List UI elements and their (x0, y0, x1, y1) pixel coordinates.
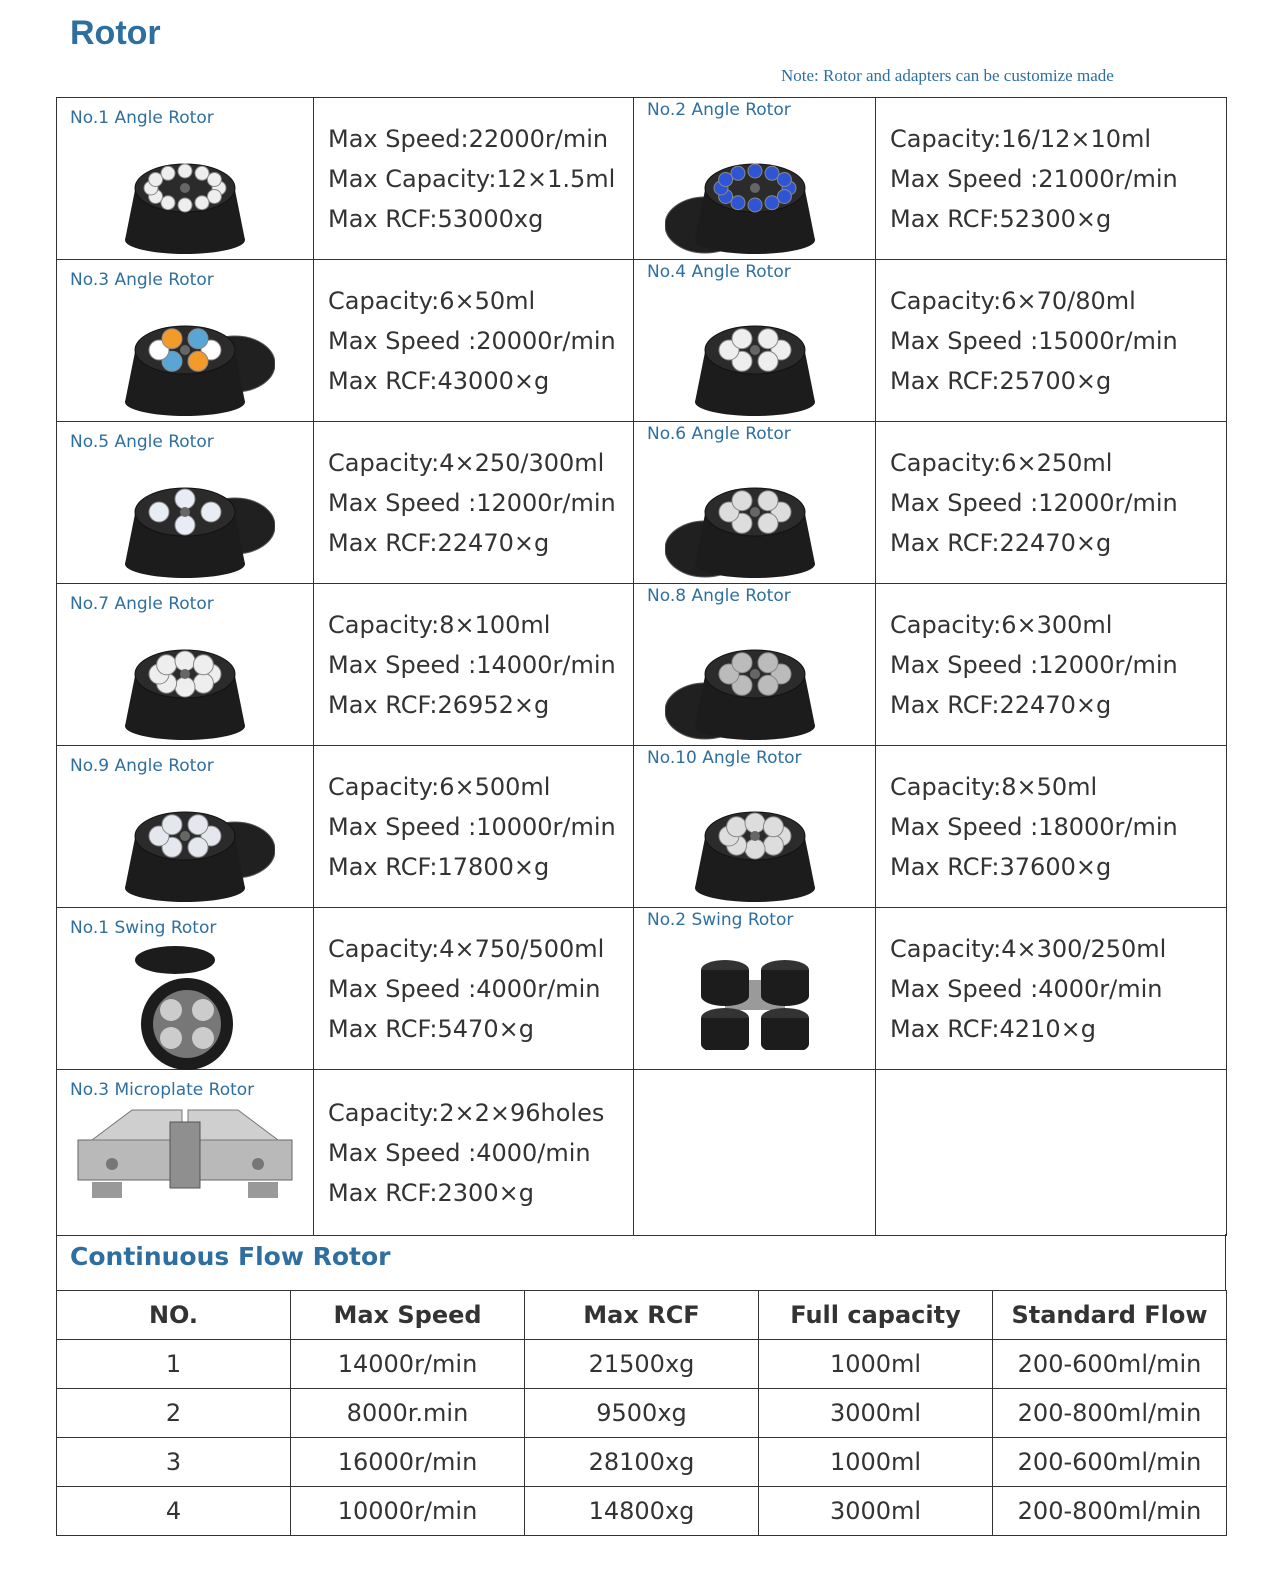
table-cell: 9500xg (525, 1389, 759, 1438)
column-header: Max RCF (525, 1291, 759, 1340)
rotor-spec-line: Max Speed :4000r/min (890, 974, 1163, 1003)
rotor-image-cell (634, 422, 876, 584)
rotor-spec-cell (876, 584, 1227, 746)
empty-cell (876, 1070, 1227, 1236)
rotor-spec-line: Capacity:6×500ml (328, 772, 551, 801)
rotor-illustration (125, 940, 245, 1074)
rotor-spec-line: Capacity:4×300/250ml (890, 934, 1167, 963)
rotor-image-cell (57, 98, 314, 260)
rotor-illustration (95, 130, 275, 264)
rotor-name: No.7 Angle Rotor (70, 594, 214, 614)
rotor-spec-line: Max RCF:22470×g (890, 528, 1112, 557)
table-header-row (57, 1291, 1227, 1340)
rotor-name: No.2 Angle Rotor (647, 100, 791, 120)
table-cell: 3000ml (759, 1389, 993, 1438)
table-cell: 14000r/min (291, 1340, 525, 1389)
table-cell: 8000r.min (291, 1389, 525, 1438)
rotor-image-cell (57, 260, 314, 422)
rotor-name: No.10 Angle Rotor (647, 748, 802, 768)
rotor-image-cell (57, 1070, 314, 1236)
continuous-flow-section (56, 1234, 1226, 1290)
rotor-name: No.5 Angle Rotor (70, 432, 214, 452)
rotor-spec-line: Max Speed :4000r/min (328, 974, 601, 1003)
rotor-name: No.3 Microplate Rotor (70, 1080, 255, 1100)
table-cell: 16000r/min (291, 1438, 525, 1487)
rotor-spec-line: Max RCF:4210×g (890, 1014, 1096, 1043)
rotor-grid (56, 97, 1227, 1236)
rotor-spec-line: Max RCF:25700×g (890, 366, 1112, 395)
page-title: Rotor (70, 14, 161, 52)
rotor-illustration (95, 454, 275, 588)
table-cell: 200-600ml/min (993, 1438, 1227, 1487)
rotor-illustration (95, 778, 275, 912)
rotor-spec-cell (876, 746, 1227, 908)
table-row (57, 1340, 1227, 1389)
rotor-image-cell (634, 260, 876, 422)
rotor-spec-line: Max RCF:22470×g (328, 528, 550, 557)
rotor-illustration (695, 940, 815, 1054)
rotor-spec-line: Max RCF:53000xg (328, 204, 544, 233)
table-cell: 200-800ml/min (993, 1487, 1227, 1536)
rotor-spec-cell (876, 908, 1227, 1070)
rotor-spec-line: Capacity:6×70/80ml (890, 286, 1136, 315)
rotor-spec-line: Max RCF:26952×g (328, 690, 550, 719)
rotor-spec-line: Max Capacity:12×1.5ml (328, 164, 616, 193)
rotor-spec-line: Max RCF:43000×g (328, 366, 550, 395)
rotor-name: No.8 Angle Rotor (647, 586, 791, 606)
rotor-image-cell (57, 584, 314, 746)
empty-cell (634, 1070, 876, 1236)
rotor-spec-line: Max RCF:17800×g (328, 852, 550, 881)
rotor-image-cell (634, 98, 876, 260)
table-cell: 200-600ml/min (993, 1340, 1227, 1389)
rotor-spec-line: Capacity:4×750/500ml (328, 934, 605, 963)
rotor-spec-line: Max Speed :21000r/min (890, 164, 1178, 193)
rotor-spec-cell (314, 584, 634, 746)
rotor-spec-line: Capacity:6×300ml (890, 610, 1113, 639)
rotor-spec-line: Max Speed :12000r/min (890, 488, 1178, 517)
rotor-name: No.1 Swing Rotor (70, 918, 217, 938)
rotor-spec-line: Capacity:6×250ml (890, 448, 1113, 477)
rotor-spec-line: Capacity:8×100ml (328, 610, 551, 639)
table-cell: 1 (57, 1340, 291, 1389)
table-cell: 200-800ml/min (993, 1389, 1227, 1438)
table-cell: 4 (57, 1487, 291, 1536)
rotor-image-cell (634, 908, 876, 1070)
rotor-spec-line: Max RCF:5470×g (328, 1014, 534, 1043)
rotor-image-cell (57, 746, 314, 908)
rotor-spec-line: Capacity:16/12×10ml (890, 124, 1152, 153)
rotor-spec-cell (876, 260, 1227, 422)
rotor-spec-line: Max Speed :12000r/min (328, 488, 616, 517)
table-cell: 2 (57, 1389, 291, 1438)
rotor-row (57, 1070, 1227, 1236)
rotor-spec-line: Max Speed:22000r/min (328, 124, 609, 153)
column-header: Max Speed (291, 1291, 525, 1340)
rotor-row (57, 584, 1227, 746)
rotor-image-cell (57, 908, 314, 1070)
continuous-flow-table (56, 1290, 1227, 1536)
rotor-illustration (665, 292, 845, 426)
rotor-spec-line: Capacity:6×50ml (328, 286, 536, 315)
table-row (57, 1487, 1227, 1536)
rotor-spec-cell (314, 98, 634, 260)
table-cell: 3 (57, 1438, 291, 1487)
rotor-spec-line: Capacity:4×250/300ml (328, 448, 605, 477)
table-cell: 14800xg (525, 1487, 759, 1536)
rotor-name: No.2 Swing Rotor (647, 910, 794, 930)
rotor-spec-line: Max Speed :20000r/min (328, 326, 616, 355)
table-cell: 21500xg (525, 1340, 759, 1389)
column-header: NO. (57, 1291, 291, 1340)
rotor-name: No.3 Angle Rotor (70, 270, 214, 290)
rotor-illustration (665, 616, 845, 750)
continuous-flow-title: Continuous Flow Rotor (70, 1242, 391, 1271)
rotor-spec-line: Max RCF:37600×g (890, 852, 1112, 881)
rotor-spec-cell (876, 422, 1227, 584)
rotor-spec-cell (314, 746, 634, 908)
rotor-illustration (665, 778, 845, 912)
rotor-illustration (95, 292, 275, 426)
customize-note: Note: Rotor and adapters can be customize made (781, 66, 1114, 85)
rotor-spec-line: Max RCF:22470×g (890, 690, 1112, 719)
rotor-spec-cell (314, 1070, 634, 1236)
rotor-name: No.9 Angle Rotor (70, 756, 214, 776)
rotor-spec-line: Capacity:8×50ml (890, 772, 1098, 801)
rotor-spec-line: Max RCF:2300×g (328, 1178, 534, 1207)
rotor-spec-line: Max Speed :15000r/min (890, 326, 1178, 355)
rotor-name: No.1 Angle Rotor (70, 108, 214, 128)
rotor-spec-cell (876, 98, 1227, 260)
column-header: Standard Flow (993, 1291, 1227, 1340)
rotor-image-cell (57, 422, 314, 584)
rotor-spec-line: Max Speed :12000r/min (890, 650, 1178, 679)
rotor-name: No.6 Angle Rotor (647, 424, 791, 444)
rotor-row (57, 746, 1227, 908)
rotor-illustration (72, 1102, 298, 1206)
rotor-spec-line: Capacity:2×2×96holes (328, 1098, 605, 1127)
rotor-illustration (665, 454, 845, 588)
table-cell: 10000r/min (291, 1487, 525, 1536)
rotor-spec-line: Max Speed :18000r/min (890, 812, 1178, 841)
table-cell: 28100xg (525, 1438, 759, 1487)
table-cell: 3000ml (759, 1487, 993, 1536)
rotor-spec-cell (314, 908, 634, 1070)
rotor-spec-line: Max Speed :14000r/min (328, 650, 616, 679)
rotor-row (57, 260, 1227, 422)
rotor-illustration (665, 130, 845, 264)
rotor-spec-cell (314, 260, 634, 422)
rotor-name: No.4 Angle Rotor (647, 262, 791, 282)
rotor-spec-line: Max RCF:52300×g (890, 204, 1112, 233)
table-cell: 1000ml (759, 1340, 993, 1389)
rotor-spec-line: Max Speed :10000r/min (328, 812, 616, 841)
rotor-spec-line: Max Speed :4000/min (328, 1138, 591, 1167)
rotor-illustration (95, 616, 275, 750)
rotor-spec-cell (314, 422, 634, 584)
table-row (57, 1438, 1227, 1487)
rotor-image-cell (634, 746, 876, 908)
rotor-row (57, 908, 1227, 1070)
rotor-image-cell (634, 584, 876, 746)
table-cell: 1000ml (759, 1438, 993, 1487)
table-row (57, 1389, 1227, 1438)
rotor-row (57, 422, 1227, 584)
rotor-row (57, 98, 1227, 260)
column-header: Full capacity (759, 1291, 993, 1340)
